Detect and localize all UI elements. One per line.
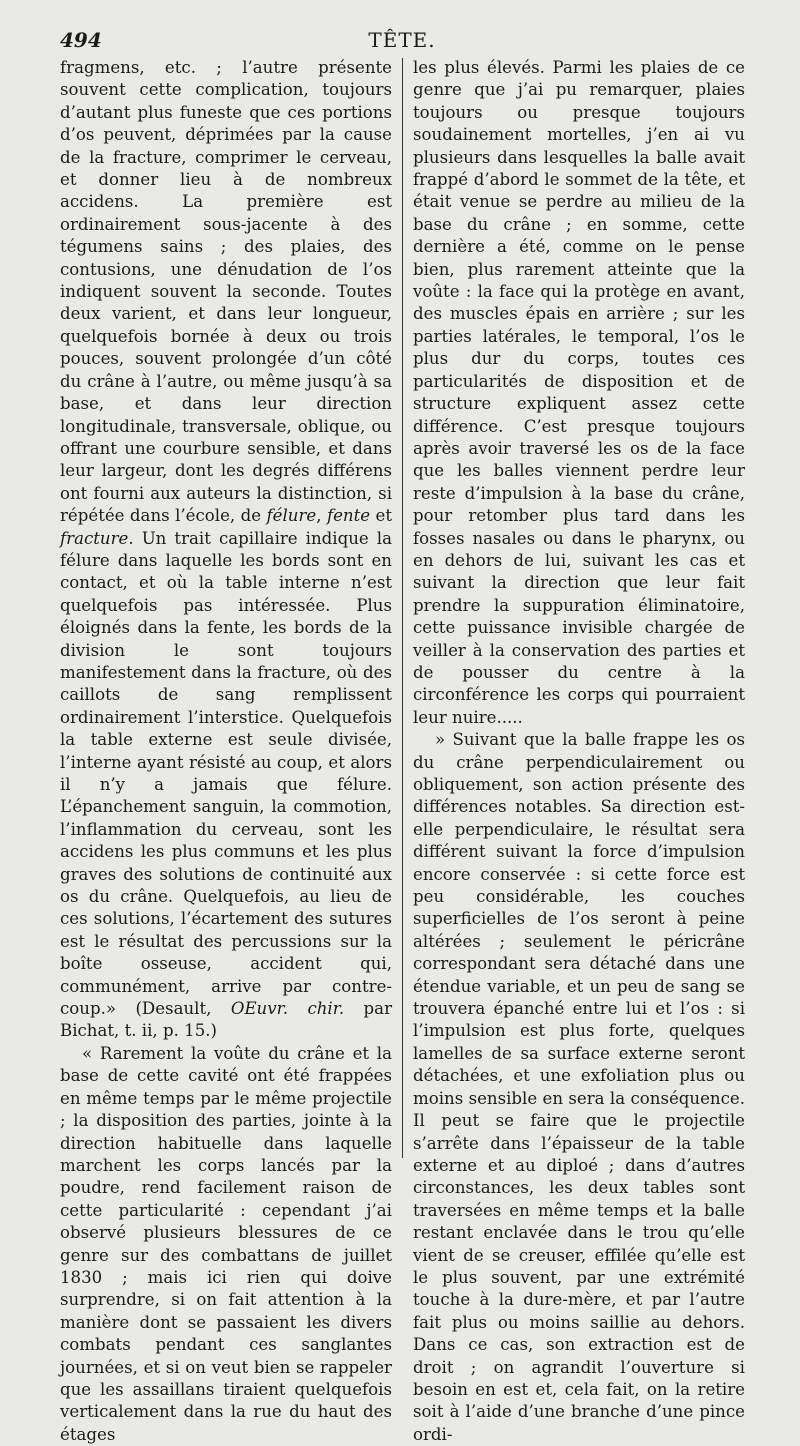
right-paragraph-1: les plus élevés. Parmi les plaies de ce genre que j’ai pu remarquer, plaies toujours ou presque toujours soudainement mortelles, j’en ai vu plusieurs dans lesquelles la balle avait frappé d’abord le sommet de la tête, et était venue se perdre au milieu de la base du crâne ; en somme, cette dernière a été, comme on le pense bien, plus rarement atteinte que la voûte : la face qui la protège en avant, des muscles épais en arrière ; sur les parties latérales, le temporal, l’os le plus dur du corps, toutes ces particularités de disposition et de structure expliquent assez cette différence. C’est presque toujours après avoir traversé les os de la face que les balles viennent perdre leur reste d’impulsion à la base du crâne, pour retomber plus tard dans les fosses nasales ou dans le pharynx, ou en dehors de lui, suivant les cas et suivant la direction que leur fait prendre la suppuration éliminatoire, cette puissance invisible chargée de veiller à la conservation des parties et de pousser du centre à la circonférence les corps qui pourraient leur nuire.....: [413, 58, 745, 727]
term-fracture: fracture: [60, 528, 129, 548]
right-column: [413, 57, 745, 1444]
column-divider: [402, 58, 403, 1158]
right-paragraph-2: » Suivant que la balle frappe les os du crâne perpendiculairement ou obliquement, son action présente des différences notables. Sa direction est-elle perpendiculaire, le résultat sera différent suivant la force d’impulsion encore conservée : si cette force est peu considérable, les couches superficielles de l’os seront à peine altérées ; seulement le péricrâne correspondant sera détaché dans une étendue variable, et un peu de sang se trouvera épanché entre lui et l’os : si l’impulsion est plus forte, quelques lamelles de sa surface externe seront détachées, et une exfoliation plus ou moins sensible en sera la conséquence. Il peut se faire que le projectile s’arrête dans l’épaisseur de la table externe et au diploé ; dans d’autres circonstances, les deux tables sont traversées en même temps et la balle restant enclavée dans le trou qu’elle vient de se creuser, effilée qu’elle est le plus souvent, par une extrémité touche à la dure-mère, et par l’autre fait plus ou moins saillie au dehors. Dans ce cas, son extraction est de droit ; on agrandit l’ouverture si besoin en est et, cela fait, on la retire soit à l’aide d’une branche d’une pince ordi-: [413, 730, 745, 1444]
running-title: TÊTE.: [368, 28, 436, 52]
left-paragraph-1: [60, 57, 392, 1043]
citation: par Bichat, t. ii, p. 15.): [60, 999, 393, 1041]
text-run: ,: [316, 506, 327, 526]
left-column: [60, 57, 393, 1444]
page-header: [60, 28, 744, 54]
term-felure: félure: [266, 506, 317, 526]
cited-work: OEuvr. chir.: [230, 999, 345, 1019]
text-run: . Un trait capillaire indique la félure dans laquelle les bords sont en contact, et où la table interne n’est quelquefois pas intéressée. Plus éloignés dans la fente, les bords de la division le sont toujours manifestement dans la fracture, où des caillots de sang remplissent ordinairement l’interstice. Quelquefois la table externe est seule divisée, l’interne ayant résisté au coup, et alors il n’y a jamais que félure. L’épanchement sanguin, la commotion, l’inflammation du cerveau, sont les accidens les plus communs et les plus graves des solutions de continuité aux os du crâne. Quelquefois, au lieu de ces solutions, l’écartement des sutures est le résultat des percussions sur la boîte osseuse, accident qui, communément, arrive par contre-coup.» (Desault,: [60, 528, 392, 1019]
term-fente: fente: [326, 506, 371, 526]
text-run: fragmens, etc. ; l’autre présente souvent cette complication, toujours d’autant plus funeste que ces portions d’os peuvent, déprimées par la cause de la fracture, comprimer le cerveau, et donner lieu à de nombreux accidens. La première est ordinairement sous-jacente à des tégumens sains ; des plaies, des contusions, une dénudation de l’os indiquent souvent la seconde. Toutes deux varient, et dans leur longueur, quelquefois bornée à deux ou trois pouces, souvent prolongée d’un côté du crâne à l’autre, ou même jusqu’à sa base, et dans leur direction longitudinale, transversale, oblique, ou offrant une courbure sensible, et dans leur largeur, dont les degrés différens ont fourni aux auteurs la distinction, si répétée dans l’école, de: [60, 58, 392, 526]
text-run: et: [370, 506, 393, 526]
page-number: 494: [60, 28, 102, 52]
left-paragraph-2: « Rarement la voûte du crâne et la base de cette cavité ont été frappées en même temps par le même projectile ; la disposition des parties, jointe à la direction habituelle dans laquelle marchent les corps lancés par la poudre, rend facilement raison de cette particularité : cependant j’ai observé plusieurs blessures de ce genre sur des combattans de juillet 1830 ; mais ici rien qui doive surprendre, si on fait attention à la manière dont se passaient les divers combats pendant ces sanglantes journées, et si on veut bien se rappeler que les assaillans tiraient quelquefois verticalement dans la rue du haut des étages: [60, 1043, 392, 1444]
